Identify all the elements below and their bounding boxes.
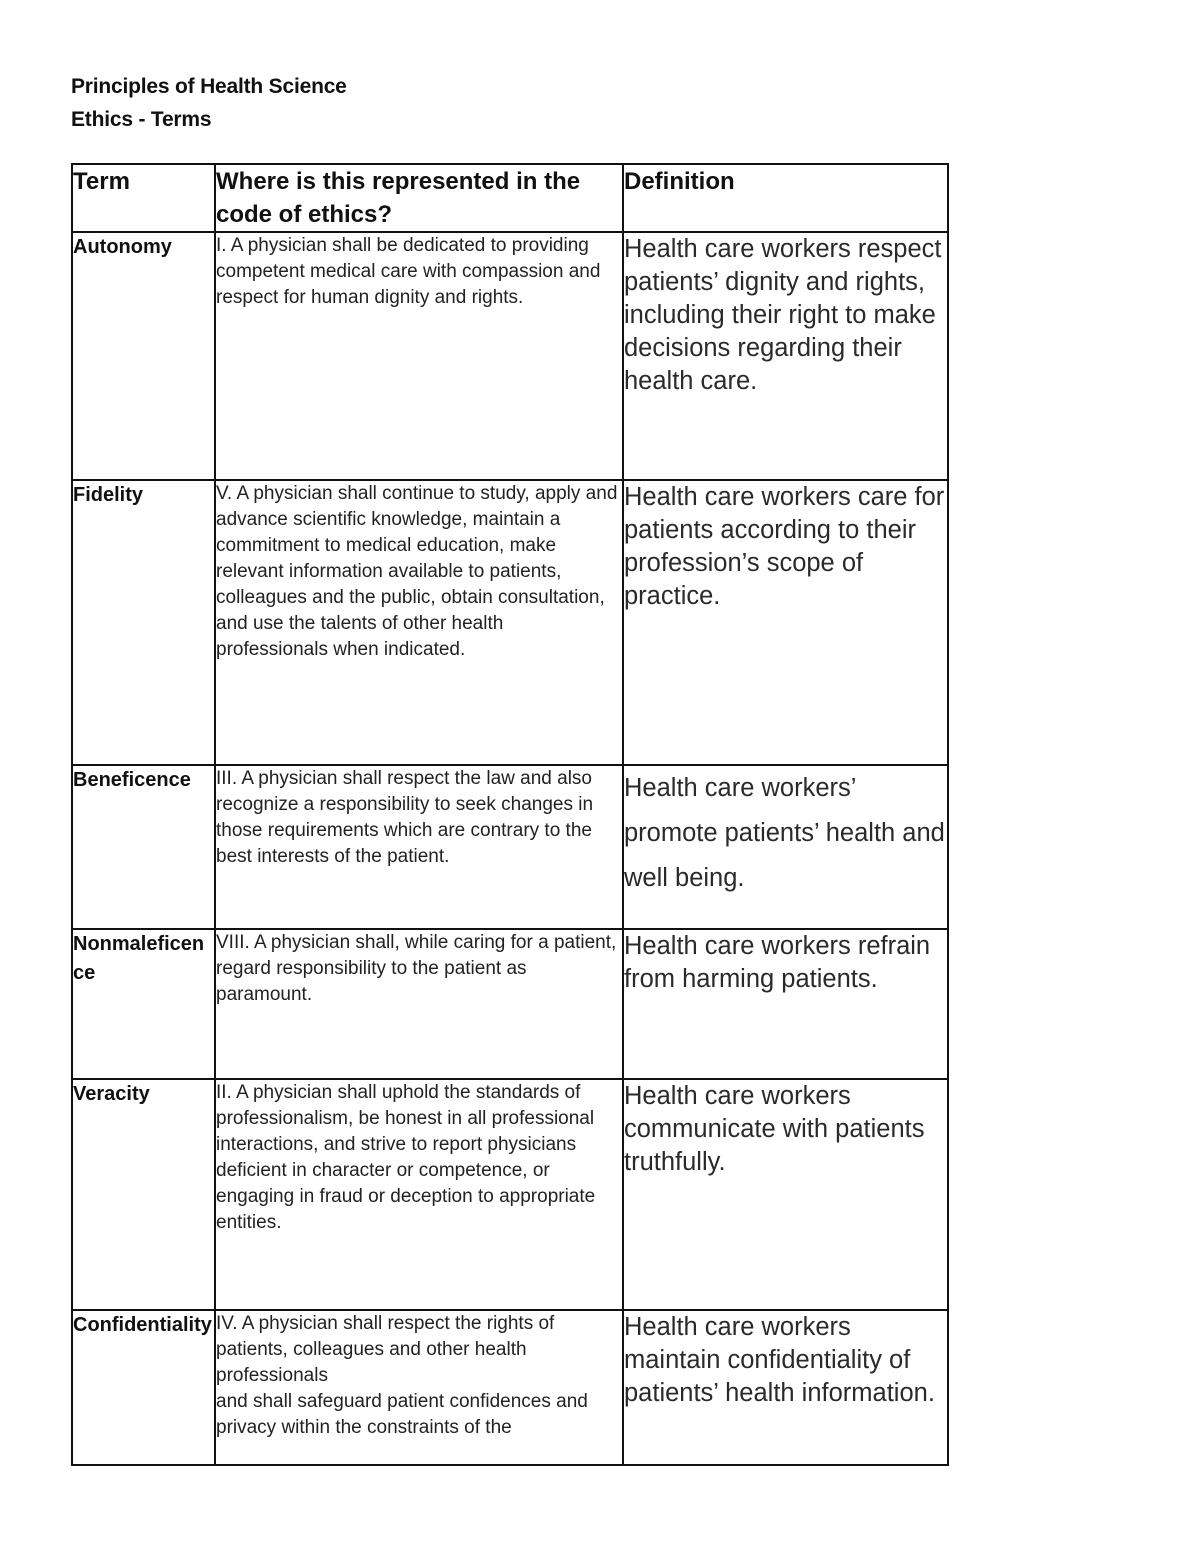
code-cell [215,1079,623,1310]
code-line: IV. A physician shall respect the rights of patients, colleagues and other health professionals [216,1313,555,1386]
table-row [72,232,948,480]
code-line: respect for human dignity and rights. [216,287,524,308]
code-line: interactions, and strive to report physicians deficient in character or competence, or [216,1134,577,1181]
code-cell [215,480,623,765]
code-line: V. A physician shall continue to study, apply and advance scientific knowledge, maintain a [216,483,618,530]
document-subtitle: Ethics - Terms [71,108,212,131]
code-line: professionals when indicated. [216,639,466,660]
table-row [72,765,948,929]
term-cell: Confidentiality [72,1310,215,1465]
term-cell: Veracity [72,1079,215,1310]
definition-cell: Health care workers refrain from harming patients. [623,929,948,1079]
column-header-term: Term [72,164,215,232]
code-line: I. A physician shall be dedicated to providing competent medical care with compassion and [216,235,601,282]
definition-cell: Health care workers care for patients according to their profession’s scope of practice. [623,480,948,765]
code-line: paramount. [216,984,313,1005]
definition-cell [623,765,948,929]
ethics-terms-table [71,163,949,1466]
code-cell [215,232,623,480]
column-header-code: Where is this represented in the code of ethics? [215,164,623,232]
code-line: II. A physician shall uphold the standards of professionalism, be honest in all professional [216,1082,595,1129]
term-cell: Autonomy [72,232,215,480]
term-cell: Fidelity [72,480,215,765]
term-cell: Nonmaleficence [72,929,215,1079]
column-header-definition: Definition [623,164,948,232]
document-header [71,70,347,136]
code-line: colleagues and the public, obtain consultation, and use the talents of other health [216,587,605,634]
code-line: commitment to medical education, make relevant information available to patients, [216,535,562,582]
definition-text: Health care workers’ promote patients’ health and well being. [624,774,945,892]
table-row [72,1079,948,1310]
code-line: and shall safeguard patient confidences and privacy within the constraints of the [216,1391,588,1438]
term-cell: Beneficence [72,765,215,929]
code-cell [215,765,623,929]
code-line: III. A physician shall respect the law and also recognize a responsibility to seek changes in [216,768,594,815]
definition-cell: Health care workers respect patients’ dignity and rights, including their right to make decisions regarding their health care. [623,232,948,480]
table-row [72,929,948,1079]
code-line: those requirements which are contrary to the best interests of the patient. [216,820,592,867]
course-title: Principles of Health Science [71,75,347,98]
table-row [72,480,948,765]
definition-cell: Health care workers communicate with patients truthfully. [623,1079,948,1310]
code-line: engaging in fraud or deception to appropriate entities. [216,1186,596,1233]
table-row [72,1310,948,1465]
code-line: VIII. A physician shall, while caring for a patient, regard responsibility to the patient as [216,932,617,979]
code-cell [215,1310,623,1465]
definition-cell: Health care workers maintain confidentiality of patients’ health information. [623,1310,948,1465]
table-header-row [72,164,948,232]
code-cell [215,929,623,1079]
